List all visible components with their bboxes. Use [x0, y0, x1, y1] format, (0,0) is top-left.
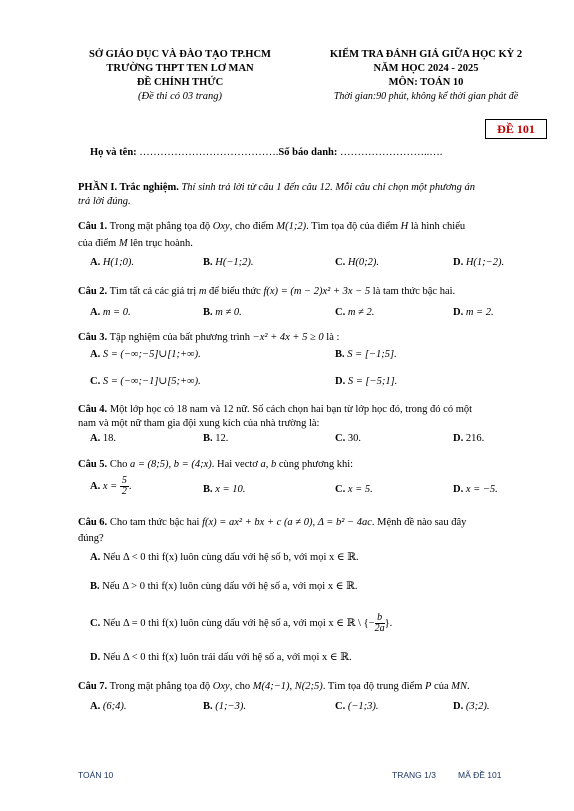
q7-option-b[interactable]: B. (1;−3).	[203, 701, 246, 712]
school-name: TRƯỜNG THPT TEN LƠ MAN	[106, 63, 254, 74]
footer-page: TRANG 1/3	[392, 770, 436, 780]
part1-instruction: Thí sinh trả lời từ câu 1 đến câu 12. Mỗi câu chỉ chọn một phương án	[178, 182, 476, 193]
q1-text: . Tìm tọa độ của điểm	[306, 221, 401, 232]
id-dots: ……………………..….	[340, 147, 443, 158]
q1-option-a[interactable]: A. H(1;0).	[90, 257, 135, 268]
student-info-row	[90, 146, 560, 160]
q7-p: P	[424, 681, 432, 692]
q1-oxy: Oxy	[212, 221, 230, 232]
question-6	[78, 516, 548, 530]
question-6-cont: đúng?	[78, 533, 104, 544]
q4-option-d[interactable]: D. 216.	[453, 433, 485, 444]
page-count-note: (Đề thi có 03 trang)	[138, 91, 222, 102]
part1-title: PHẦN I. Trắc nghiệm.	[78, 182, 179, 193]
q6-delta: Δ = b² − 4ac	[317, 517, 372, 528]
q6-option-a[interactable]: A. Nếu Δ < 0 thì f(x) luôn cùng dấu với hệ số b, với mọi x ∈ ℝ.	[90, 552, 359, 563]
q4-text: Một lớp học có 18 nam và 12 nữ. Số cách chọn hai bạn từ lớp học đó, trong đó có một	[107, 404, 473, 415]
q7-points: M(4;−1), N(2;5)	[252, 681, 323, 692]
q7-text: .	[466, 681, 470, 692]
q6-text: Cho tam thức bậc hai	[107, 517, 203, 528]
q1-text: là hình chiếu	[408, 221, 466, 232]
q6-option-d[interactable]: D. Nếu Δ < 0 thì f(x) luôn trái dấu với hệ số a, với mọi x ∈ ℝ.	[90, 652, 352, 663]
q3-option-b[interactable]: B. S = [−1;5].	[335, 349, 397, 360]
question-4	[78, 403, 548, 417]
q1-text: lên trục hoành.	[127, 238, 193, 249]
q2-option-d[interactable]: D. m = 2.	[453, 307, 494, 318]
part1-heading	[78, 181, 548, 195]
q5-text: Cho	[107, 459, 130, 470]
q4-label: Câu 4.	[78, 404, 108, 415]
q2-m: m	[198, 286, 207, 297]
footer-exam-code: MÃ ĐỀ 101	[458, 770, 502, 780]
q2-text: Tìm tất cả các giá trị	[107, 286, 199, 297]
time-note: Thời gian:90 phút, không kể thời gian phát đề	[333, 91, 519, 102]
q5-text: . Hai vectơ	[211, 459, 261, 470]
q3-option-a[interactable]: A. S = (−∞;−5]∪[1;+∞).	[90, 349, 201, 360]
q3-option-c[interactable]: C. S = (−∞;−1]∪[5;+∞).	[90, 376, 201, 387]
department-name: SỞ GIÁO DỤC VÀ ĐÀO TẠO TP.HCM	[89, 49, 271, 60]
part1-instruction-cont: trả lời đúng.	[78, 196, 131, 207]
q1-m: M	[118, 238, 128, 249]
q4-option-b[interactable]: B. 12.	[203, 433, 229, 444]
q1-text: Trong mặt phẳng tọa độ	[107, 221, 213, 232]
question-7	[78, 680, 548, 694]
q2-option-a[interactable]: A. m = 0.	[90, 307, 131, 318]
q7-label: Câu 7.	[78, 681, 108, 692]
q2-option-b[interactable]: B. m ≠ 0.	[203, 307, 242, 318]
q6-text: . Mệnh đề nào sau đây	[371, 517, 467, 528]
question-4-cont: nam và một nữ tham gia đội xung kích của nhà trường là:	[78, 418, 320, 429]
subject: MÔN: TOÁN 10	[388, 77, 464, 88]
q5-vectors: a = (8;5), b = (4;x)	[129, 459, 212, 470]
q1-point: M(1;2)	[276, 221, 307, 232]
school-year: NĂM HỌC 2024 - 2025	[373, 63, 479, 74]
q3-text: là :	[323, 332, 340, 343]
q5-text: cùng phương khi:	[276, 459, 354, 470]
q6-label: Câu 6.	[78, 517, 108, 528]
q6-text: ,	[312, 517, 318, 528]
q5-ab: a, b	[260, 459, 277, 470]
question-1	[78, 220, 548, 234]
q4-option-c[interactable]: C. 30.	[335, 433, 361, 444]
q5-option-b[interactable]: B. x = 10.	[203, 484, 246, 495]
q1-label: Câu 1.	[78, 221, 108, 232]
q2-option-c[interactable]: C. m ≠ 2.	[335, 307, 375, 318]
q7-option-d[interactable]: D. (3;2).	[453, 701, 490, 712]
q7-oxy: Oxy	[212, 681, 230, 692]
question-1-cont	[78, 237, 548, 251]
exam-code-badge: ĐỀ 101	[485, 119, 547, 139]
q7-mn: MN	[451, 681, 467, 692]
name-dots: ………………………………….	[139, 147, 279, 158]
q1-option-d[interactable]: D. H(1;−2).	[453, 257, 505, 268]
q7-text: Trong mặt phẳng tọa độ	[107, 681, 213, 692]
q7-text: , cho	[229, 681, 253, 692]
q3-label: Câu 3.	[78, 332, 108, 343]
q1-option-b[interactable]: B. H(−1;2).	[203, 257, 254, 268]
q1-h: H	[400, 221, 409, 232]
q5-option-d[interactable]: D. x = −5.	[453, 484, 498, 495]
q6-option-b[interactable]: B. Nếu Δ > 0 thì f(x) luôn cùng dấu với hệ số a, với mọi x ∈ ℝ.	[90, 581, 358, 592]
question-3	[78, 331, 548, 345]
exam-title: KIỂM TRA ĐÁNH GIÁ GIỮA HỌC KỲ 2	[329, 49, 523, 60]
q3-expression: −x² + 4x + 5 ≥ 0	[252, 332, 324, 343]
q7-text: của	[431, 681, 452, 692]
q5-option-c[interactable]: C. x = 5.	[335, 484, 373, 495]
q2-text: là tam thức bậc hai.	[370, 286, 456, 297]
name-label: Họ và tên:	[90, 147, 137, 158]
q2-label: Câu 2.	[78, 286, 108, 297]
q1-text: , cho điểm	[229, 221, 277, 232]
q3-option-d[interactable]: D. S = [−5;1].	[335, 376, 398, 387]
q1-text: của điểm	[78, 238, 119, 249]
footer-subject: TOÁN 10	[78, 770, 114, 780]
q3-text: Tập nghiệm của bất phương trình	[107, 332, 253, 343]
q6-expression: f(x) = ax² + bx + c (a ≠ 0)	[202, 517, 313, 528]
q5-option-a[interactable]: A. x = $\frac{5}{2}$ .	[90, 475, 132, 497]
q4-option-a[interactable]: A. 18.	[90, 433, 116, 444]
question-5	[78, 458, 548, 472]
q2-text: để biểu thức	[206, 286, 264, 297]
q5-options	[78, 476, 548, 502]
q7-option-a[interactable]: A. (6;4).	[90, 701, 127, 712]
q7-option-c[interactable]: C. (−1;3).	[335, 701, 379, 712]
id-label: Số báo danh:	[278, 147, 338, 158]
official-exam-label: ĐỀ CHÍNH THỨC	[136, 77, 224, 88]
q7-text: . Tìm tọa độ trung điểm	[322, 681, 425, 692]
q6-option-c[interactable]: C. Nếu Δ = 0 thì f(x) luôn cùng dấu với hệ số a, với mọi x ∈ ℝ \ {− $\frac{b}{2a}$ }.	[90, 612, 393, 634]
q5-label: Câu 5.	[78, 459, 108, 470]
q1-option-c[interactable]: C. H(0;2).	[335, 257, 380, 268]
question-2	[78, 285, 548, 299]
q2-expression: f(x) = (m − 2)x² + 3x − 5	[263, 286, 371, 297]
